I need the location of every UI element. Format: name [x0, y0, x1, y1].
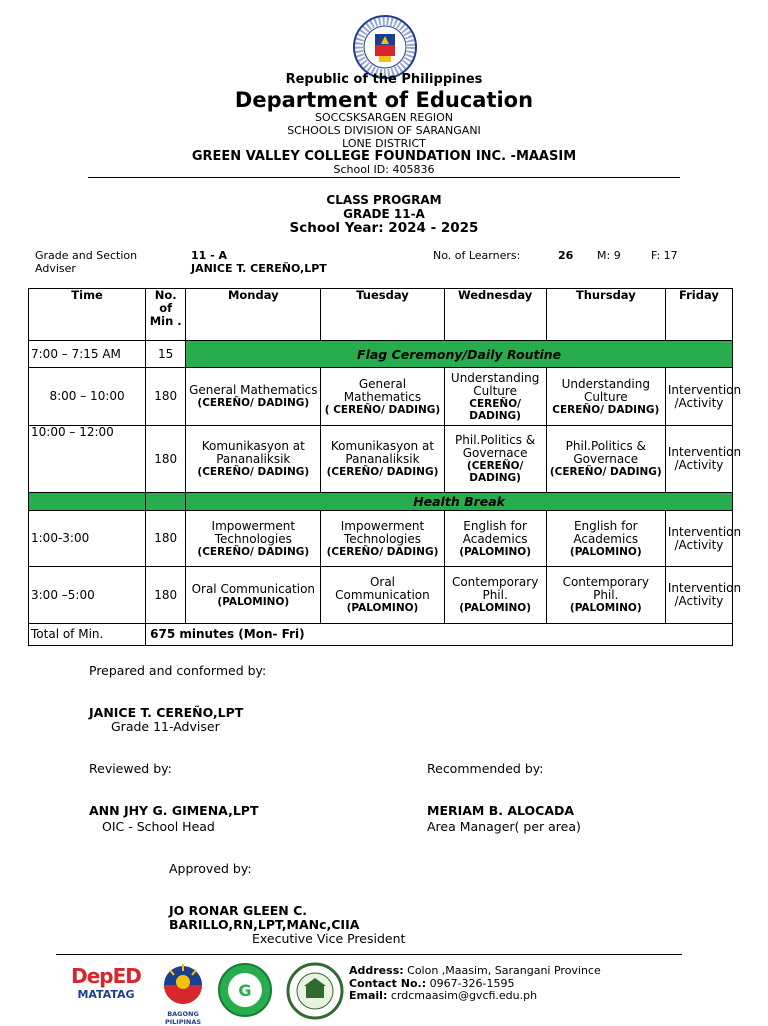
address-line — [349, 964, 601, 977]
total-row — [29, 624, 733, 646]
table-row — [29, 426, 733, 493]
district-text: LONE DISTRICT — [342, 137, 426, 150]
tuesday-cell — [321, 426, 444, 493]
header-minutes: No. of Min . — [146, 289, 186, 341]
recommended-label: Recommended by: — [427, 761, 544, 776]
matatag-logo-text: MATATAG — [77, 988, 135, 1001]
teacher-name: CEREÑO/ DADING) — [469, 397, 521, 422]
wednesday-cell — [444, 426, 546, 493]
total-label: Total of Min. — [29, 624, 146, 646]
subject-name: Contemporary Phil. — [451, 575, 539, 602]
time-cell: 3:00 –5:00 — [29, 567, 146, 624]
monday-cell — [186, 426, 321, 493]
minutes-cell: 180 — [146, 511, 186, 567]
class-schedule-table — [28, 288, 742, 646]
adviser-label: Adviser — [35, 262, 76, 275]
subject-name: English for Academics — [573, 518, 639, 546]
bagong-pilipinas-logo — [152, 962, 214, 1026]
teacher-name: (CEREÑO/ DADING) — [326, 545, 439, 558]
subject-name: Contemporary Phil. — [562, 575, 649, 602]
monday-cell — [186, 511, 321, 567]
school-name: GREEN VALLEY COLLEGE FOUNDATION INC. -MAASIM — [191, 149, 577, 164]
email-label: Email: — [349, 989, 388, 1002]
header-divider — [88, 177, 680, 178]
table-row — [29, 511, 733, 567]
subject-name: Oral Communication — [191, 581, 316, 596]
contact-value: 0967-326-1595 — [429, 977, 515, 990]
teacher-name: ( CEREÑO/ DADING) — [324, 403, 441, 416]
footer-divider — [56, 954, 682, 955]
learners-label: No. of Learners: — [433, 249, 521, 262]
subject-name: General Mathematics — [189, 383, 318, 397]
health-break-banner: Health Break — [186, 493, 733, 511]
subject-name: Understanding Culture — [450, 370, 540, 398]
table-row — [29, 493, 733, 511]
address-label: Address: — [349, 964, 404, 977]
learners-value: 26 — [558, 249, 574, 262]
break-time-cell — [29, 493, 146, 511]
time-cell: 7:00 – 7:15 AM — [29, 341, 146, 368]
deped-matatag-logo — [70, 964, 142, 1016]
tuesday-cell — [321, 511, 444, 567]
friday-cell: Intervention /Activity — [665, 426, 732, 493]
teacher-name: (PALOMINO) — [217, 595, 290, 608]
minutes-cell: 180 — [146, 368, 186, 426]
reviewed-title: OIC - School Head — [102, 819, 215, 834]
minutes-cell: 180 — [146, 567, 186, 624]
subject-name: Phil.Politics & Governace — [455, 433, 536, 460]
subject-name: Impowerment Technologies — [211, 518, 296, 546]
prepared-label: Prepared and conformed by: — [89, 663, 267, 678]
subject-name: Phil.Politics & Governace — [565, 439, 646, 466]
prepared-name: JANICE T. CEREÑO,LPT — [89, 705, 244, 720]
prepared-title: Grade 11-Adviser — [111, 719, 220, 734]
subject-name: General Mathematics — [343, 376, 422, 404]
school-logo-icon — [286, 962, 344, 1020]
teacher-name: CEREÑO/ DADING) — [552, 403, 660, 416]
division-text: SCHOOLS DIVISION OF SARANGANI — [287, 124, 481, 137]
subject-name: Oral Communication — [335, 575, 430, 602]
table-row — [29, 368, 733, 426]
header-time: Time — [29, 289, 146, 341]
tuesday-cell — [321, 368, 444, 426]
time-cell: 8:00 – 10:00 — [29, 368, 146, 426]
bagong-pilipinas-text: BAGONG PILIPINAS — [164, 1010, 202, 1026]
reviewed-name: ANN JHY G. GIMENA,LPT — [89, 803, 259, 818]
subject-name: Komunikasyon at Pananaliksik — [330, 439, 435, 466]
svg-text:G: G — [238, 981, 252, 1000]
female-count: F: 17 — [651, 249, 678, 262]
reviewed-label: Reviewed by: — [89, 761, 172, 776]
recommended-title: Area Manager( per area) — [427, 819, 581, 834]
header-tuesday: Tuesday — [321, 289, 444, 341]
school-id: School ID: 405836 — [333, 163, 435, 176]
teacher-name: (PALOMINO) — [569, 545, 642, 558]
approved-name-line-2: BARILLO,RN,LPT,MANc,CIIA — [169, 917, 360, 932]
teacher-name: (PALOMINO) — [569, 602, 642, 614]
teacher-name: (CEREÑO/ DADING) — [197, 545, 310, 558]
email-value[interactable]: crdcmaasim@gvcfi.edu.ph — [390, 989, 538, 1002]
region-text: SOCCSKSARGEN REGION — [315, 111, 453, 124]
grade-title: GRADE 11-A — [343, 207, 425, 221]
table-row — [29, 341, 733, 368]
teacher-name: (PALOMINO) — [459, 602, 532, 614]
grade-section-label: Grade and Section — [35, 249, 138, 262]
header-monday: Monday — [186, 289, 321, 341]
header-thursday: Thursday — [546, 289, 665, 341]
adviser-value: JANICE T. CEREÑO,LPT — [191, 262, 327, 275]
thursday-cell — [546, 426, 665, 493]
wednesday-cell — [444, 567, 546, 624]
monday-cell — [186, 567, 321, 624]
teacher-name: (CEREÑO/ DADING) — [549, 466, 662, 478]
table-row — [29, 567, 733, 624]
address-value: Colon ,Maasim, Sarangani Province — [407, 964, 601, 977]
class-program-title: CLASS PROGRAM — [326, 193, 442, 207]
teacher-name: (CEREÑO/ DADING) — [197, 397, 310, 409]
teacher-name: (CEREÑO/ DADING) — [197, 466, 310, 478]
thursday-cell — [546, 511, 665, 567]
subject-name: Impowerment Technologies — [340, 518, 425, 546]
thursday-cell — [546, 368, 665, 426]
break-minutes-cell — [146, 493, 186, 511]
teacher-name: (PALOMINO) — [346, 602, 419, 614]
minutes-cell: 180 — [146, 426, 186, 493]
school-year: School Year: 2024 - 2025 — [289, 220, 479, 236]
header-wednesday: Wednesday — [444, 289, 546, 341]
contact-label: Contact No.: — [349, 977, 427, 990]
time-cell: 10:00 – 12:00 — [29, 426, 146, 493]
department-title: Department of Education — [234, 88, 534, 112]
bagong-pilipinas-icon — [152, 962, 214, 1006]
friday-cell: Intervention /Activity — [665, 368, 732, 426]
deped-logo-text: DepED — [71, 964, 141, 988]
friday-cell: Intervention /Activity — [665, 511, 732, 567]
grade-section-value: 11 - A — [191, 249, 228, 262]
flag-ceremony-banner: Flag Ceremony/Daily Routine — [186, 341, 733, 368]
friday-cell: Intervention /Activity — [665, 567, 732, 624]
header-friday: Friday — [665, 289, 732, 341]
thursday-cell — [546, 567, 665, 624]
male-count: M: 9 — [597, 249, 621, 262]
minutes-cell: 15 — [146, 341, 186, 368]
wednesday-cell — [444, 368, 546, 426]
recommended-name: MERIAM B. ALOCADA — [427, 803, 575, 818]
total-value: 675 minutes (Mon- Fri) — [146, 624, 733, 646]
deped-seal-icon — [352, 14, 418, 80]
subject-name: Understanding Culture — [561, 376, 650, 404]
email-line — [349, 989, 537, 1002]
tuesday-cell — [321, 567, 444, 624]
approved-label: Approved by: — [169, 861, 252, 876]
green-valley-college-seal-icon — [214, 962, 276, 1018]
subject-name: Komunikasyon at Pananaliksik — [201, 439, 305, 466]
time-cell: 1:00-3:00 — [29, 511, 146, 567]
subject-name: English for Academics — [462, 518, 528, 546]
approved-title: Executive Vice President — [252, 931, 406, 946]
teacher-name: (PALOMINO) — [459, 545, 532, 558]
wednesday-cell — [444, 511, 546, 567]
table-header-row — [29, 289, 733, 341]
teacher-name: (CEREÑO/ DADING) — [466, 460, 524, 484]
approved-name-line-1: JO RONAR GLEEN C. — [169, 903, 308, 918]
teacher-name: (CEREÑO/ DADING) — [326, 466, 439, 478]
republic-text: Republic of the Philippines — [285, 72, 483, 87]
monday-cell — [186, 368, 321, 426]
